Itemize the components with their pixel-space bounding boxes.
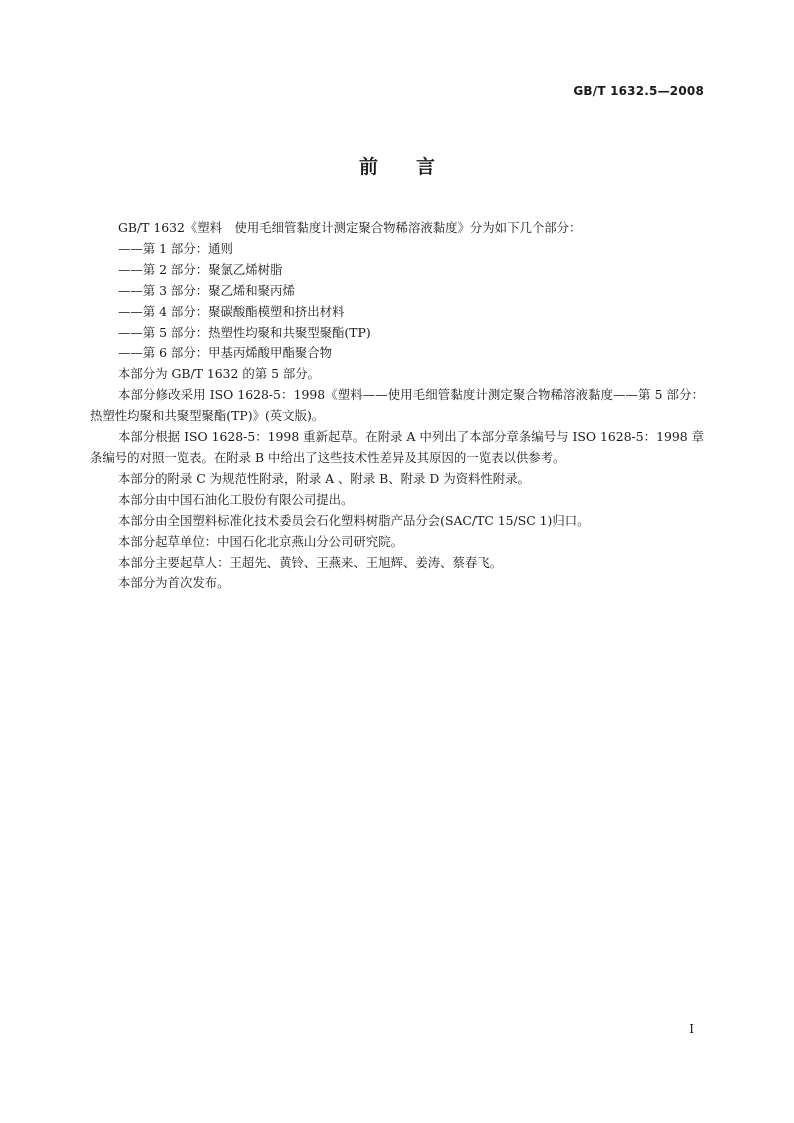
committee-statement: 本部分由全国塑料标准化技术委员会石化塑料树脂产品分会(SAC/TC 15/SC 1)归口。 [118, 512, 590, 528]
annex-statement: 本部分的附录 C 为规范性附录，附录 A 、附录 B、附录 D 为资料性附录。 [118, 470, 530, 486]
first-release-statement: 本部分为首次发布。 [118, 575, 230, 591]
redrafting-statement: 本部分根据 ISO 1628-5：1998 重新起草。在附录 A 中列出了本部分章条编号与 ISO 1628-5：1998 章条编号的对照一览表。在附录 B 中给出了这些技术性差异及其原因的一览表以供参考。 [90, 429, 704, 465]
doc-code: GB/T 1632.5—2008 [573, 84, 704, 98]
page-title: 前 言 [358, 156, 435, 178]
list-item-part-2: ——第 2 部分：聚氯乙烯树脂 [118, 261, 283, 277]
list-item-part-1: ——第 1 部分：通则 [118, 240, 233, 256]
adoption-statement: 本部分修改采用 ISO 1628-5：1998《塑料——使用毛细管黏度计测定聚合物稀溶液黏度——第 5 部分：热塑性均聚和共聚型聚酯(TP)》(英文版)。 [90, 387, 704, 424]
drafters-statement: 本部分主要起草人：王超先、黄铃、王燕来、王旭辉、姜涛、蔡春飞。 [118, 554, 503, 570]
proposer-statement: 本部分由中国石油化工股份有限公司提出。 [118, 491, 354, 507]
part-statement: 本部分为 GB/T 1632 的第 5 部分。 [118, 366, 321, 382]
body-text [90, 218, 704, 594]
list-item-part-3: ——第 3 部分：聚乙烯和聚丙烯 [118, 282, 295, 298]
page-number: I [689, 1022, 694, 1036]
list-item-part-6: ——第 6 部分：甲基丙烯酸甲酯聚合物 [118, 345, 333, 361]
list-item-part-4: ——第 4 部分：聚碳酸酯模塑和挤出材料 [118, 303, 345, 319]
drafting-unit-statement: 本部分起草单位：中国石化北京燕山分公司研究院。 [118, 533, 403, 549]
list-item-part-5: ——第 5 部分：热塑性均聚和共聚型聚酯(TP) [118, 324, 371, 340]
intro-paragraph: GB/T 1632《塑料 使用毛细管黏度计测定聚合物稀溶液黏度》分为如下几个部分： [118, 220, 582, 235]
